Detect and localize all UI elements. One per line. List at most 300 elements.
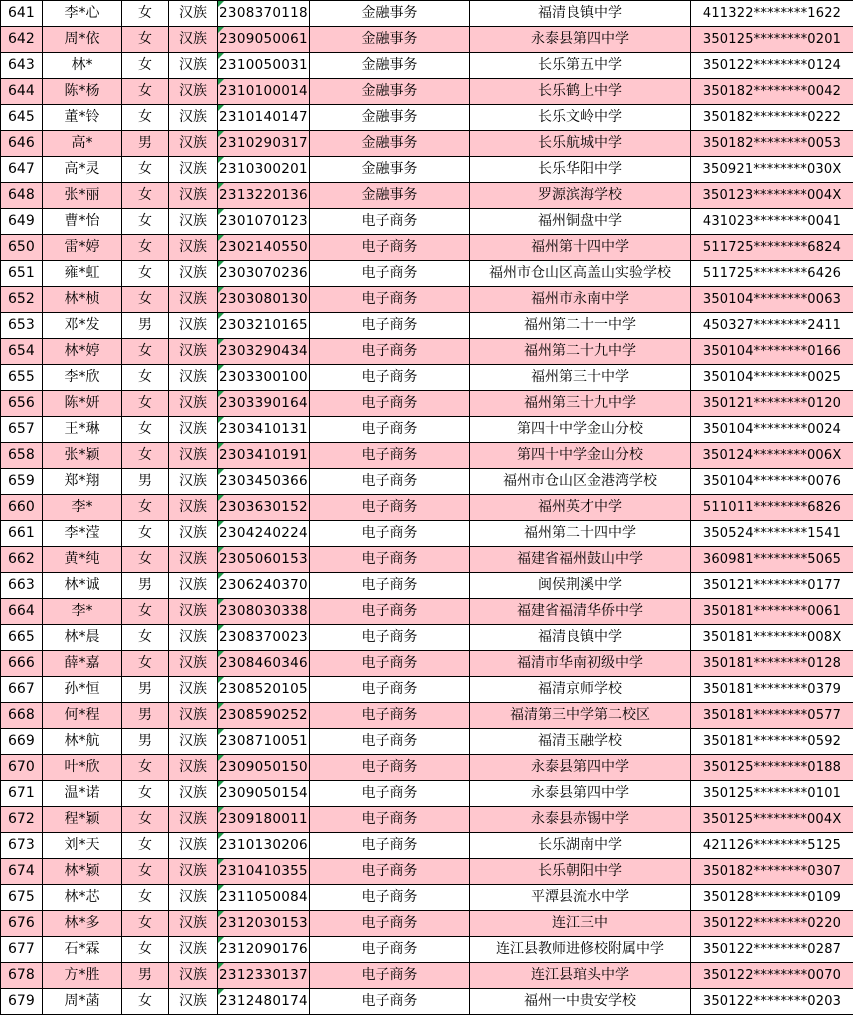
table-row (1, 547, 853, 573)
student-name: 何*程 (43, 703, 122, 729)
gender: 男 (122, 963, 169, 989)
major: 电子商务 (310, 807, 470, 833)
table-row (1, 183, 853, 209)
school-name: 福建省福清华侨中学 (470, 599, 691, 625)
school-name: 长乐华阳中学 (470, 157, 691, 183)
ethnicity: 汉族 (169, 833, 218, 859)
exam-id: 2308460346 (218, 651, 310, 677)
table-row (1, 781, 853, 807)
major: 电子商务 (310, 495, 470, 521)
student-name: 王*琳 (43, 417, 122, 443)
exam-id: 2308370023 (218, 625, 310, 651)
table-row (1, 287, 853, 313)
school-name: 福清良镇中学 (470, 1, 691, 27)
table-row (1, 703, 853, 729)
student-name: 林*多 (43, 911, 122, 937)
row-number: 676 (1, 911, 43, 937)
ethnicity: 汉族 (169, 417, 218, 443)
school-name: 福州第二十一中学 (470, 313, 691, 339)
table-row (1, 1, 853, 27)
gender: 女 (122, 859, 169, 885)
exam-id: 2303300100 (218, 365, 310, 391)
table-row (1, 443, 853, 469)
ethnicity: 汉族 (169, 885, 218, 911)
table-row (1, 729, 853, 755)
major: 电子商务 (310, 677, 470, 703)
exam-id: 2313220136 (218, 183, 310, 209)
gender: 女 (122, 365, 169, 391)
row-number: 656 (1, 391, 43, 417)
student-name: 李* (43, 599, 122, 625)
row-number: 643 (1, 53, 43, 79)
id-number: 350921********030X (691, 157, 853, 183)
table-row (1, 677, 853, 703)
table-row (1, 365, 853, 391)
ethnicity: 汉族 (169, 677, 218, 703)
ethnicity: 汉族 (169, 599, 218, 625)
id-number: 350104********0025 (691, 365, 853, 391)
id-number: 350125********0101 (691, 781, 853, 807)
gender: 女 (122, 989, 169, 1015)
major: 电子商务 (310, 625, 470, 651)
id-number: 350104********0076 (691, 469, 853, 495)
major: 电子商务 (310, 521, 470, 547)
ethnicity: 汉族 (169, 157, 218, 183)
row-number: 645 (1, 105, 43, 131)
gender: 男 (122, 573, 169, 599)
ethnicity: 汉族 (169, 365, 218, 391)
row-number: 647 (1, 157, 43, 183)
student-name: 温*诺 (43, 781, 122, 807)
id-number: 350182********0307 (691, 859, 853, 885)
major: 电子商务 (310, 469, 470, 495)
table-row (1, 261, 853, 287)
table-row (1, 469, 853, 495)
exam-id: 2309180011 (218, 807, 310, 833)
gender: 女 (122, 521, 169, 547)
id-number: 511725********6426 (691, 261, 853, 287)
major: 金融事务 (310, 1, 470, 27)
row-number: 668 (1, 703, 43, 729)
exam-id: 2303070236 (218, 261, 310, 287)
school-name: 第四十中学金山分校 (470, 443, 691, 469)
ethnicity: 汉族 (169, 807, 218, 833)
ethnicity: 汉族 (169, 261, 218, 287)
ethnicity: 汉族 (169, 235, 218, 261)
row-number: 662 (1, 547, 43, 573)
row-number: 666 (1, 651, 43, 677)
table-row (1, 651, 853, 677)
major: 电子商务 (310, 365, 470, 391)
exam-id: 2310130206 (218, 833, 310, 859)
gender: 女 (122, 235, 169, 261)
gender: 男 (122, 729, 169, 755)
gender: 女 (122, 391, 169, 417)
student-name: 周*菡 (43, 989, 122, 1015)
table-row (1, 885, 853, 911)
table-row (1, 911, 853, 937)
table-row (1, 339, 853, 365)
major: 电子商务 (310, 209, 470, 235)
row-number: 641 (1, 1, 43, 27)
exam-id: 2303210165 (218, 313, 310, 339)
table-row (1, 495, 853, 521)
student-name: 林*婷 (43, 339, 122, 365)
id-number: 350122********0124 (691, 53, 853, 79)
gender: 男 (122, 469, 169, 495)
gender: 女 (122, 807, 169, 833)
id-number: 411322********1622 (691, 1, 853, 27)
gender: 女 (122, 651, 169, 677)
school-name: 福州第十四中学 (470, 235, 691, 261)
school-name: 福州英才中学 (470, 495, 691, 521)
major: 电子商务 (310, 833, 470, 859)
school-name: 福州第二十四中学 (470, 521, 691, 547)
exam-id: 2309050061 (218, 27, 310, 53)
exam-id: 2308590252 (218, 703, 310, 729)
school-name: 福清市华南初级中学 (470, 651, 691, 677)
table-row (1, 53, 853, 79)
id-number: 350125********0188 (691, 755, 853, 781)
student-name: 李*心 (43, 1, 122, 27)
id-number: 350181********0592 (691, 729, 853, 755)
student-name: 高*灵 (43, 157, 122, 183)
gender: 女 (122, 755, 169, 781)
id-number: 350124********006X (691, 443, 853, 469)
id-number: 360981********5065 (691, 547, 853, 573)
school-name: 长乐第五中学 (470, 53, 691, 79)
exam-id: 2301070123 (218, 209, 310, 235)
major: 电子商务 (310, 261, 470, 287)
ethnicity: 汉族 (169, 651, 218, 677)
exam-id: 2310410355 (218, 859, 310, 885)
id-number: 350123********004X (691, 183, 853, 209)
exam-id: 2309050150 (218, 755, 310, 781)
id-number: 431023********0041 (691, 209, 853, 235)
id-number: 350181********0061 (691, 599, 853, 625)
major: 电子商务 (310, 963, 470, 989)
major: 电子商务 (310, 235, 470, 261)
table-row (1, 937, 853, 963)
gender: 女 (122, 287, 169, 313)
gender: 女 (122, 261, 169, 287)
major: 金融事务 (310, 27, 470, 53)
id-number: 350524********1541 (691, 521, 853, 547)
ethnicity: 汉族 (169, 53, 218, 79)
row-number: 651 (1, 261, 43, 287)
student-name: 陈*妍 (43, 391, 122, 417)
school-name: 连江县教师进修校附属中学 (470, 937, 691, 963)
major: 电子商务 (310, 547, 470, 573)
gender: 女 (122, 157, 169, 183)
ethnicity: 汉族 (169, 625, 218, 651)
school-name: 连江三中 (470, 911, 691, 937)
major: 金融事务 (310, 79, 470, 105)
row-number: 671 (1, 781, 43, 807)
ethnicity: 汉族 (169, 287, 218, 313)
row-number: 665 (1, 625, 43, 651)
major: 金融事务 (310, 157, 470, 183)
row-number: 648 (1, 183, 43, 209)
exam-id: 2310290317 (218, 131, 310, 157)
gender: 女 (122, 833, 169, 859)
table-row (1, 521, 853, 547)
gender: 女 (122, 495, 169, 521)
school-name: 福州市仓山区高盖山实验学校 (470, 261, 691, 287)
student-name: 林* (43, 53, 122, 79)
table-row (1, 573, 853, 599)
ethnicity: 汉族 (169, 1, 218, 27)
school-name: 福州第三十九中学 (470, 391, 691, 417)
row-number: 657 (1, 417, 43, 443)
row-number: 646 (1, 131, 43, 157)
table-row (1, 755, 853, 781)
exam-id: 2309050154 (218, 781, 310, 807)
major: 电子商务 (310, 859, 470, 885)
student-name: 程*颖 (43, 807, 122, 833)
student-name: 林*诚 (43, 573, 122, 599)
ethnicity: 汉族 (169, 469, 218, 495)
school-name: 平潭县流水中学 (470, 885, 691, 911)
id-number: 450327********2411 (691, 313, 853, 339)
school-name: 长乐文岭中学 (470, 105, 691, 131)
student-name: 刘*天 (43, 833, 122, 859)
exam-id: 2312480174 (218, 989, 310, 1015)
table-row (1, 105, 853, 131)
table-row (1, 417, 853, 443)
exam-id: 2310100014 (218, 79, 310, 105)
exam-id: 2310300201 (218, 157, 310, 183)
exam-id: 2312090176 (218, 937, 310, 963)
student-name: 孙*恒 (43, 677, 122, 703)
id-number: 350104********0063 (691, 287, 853, 313)
row-number: 675 (1, 885, 43, 911)
ethnicity: 汉族 (169, 105, 218, 131)
exam-id: 2305060153 (218, 547, 310, 573)
major: 电子商务 (310, 755, 470, 781)
ethnicity: 汉族 (169, 911, 218, 937)
exam-id: 2312030153 (218, 911, 310, 937)
gender: 女 (122, 1, 169, 27)
student-name: 林*颖 (43, 859, 122, 885)
major: 电子商务 (310, 313, 470, 339)
student-name: 林*航 (43, 729, 122, 755)
major: 电子商务 (310, 703, 470, 729)
ethnicity: 汉族 (169, 443, 218, 469)
student-name: 曹*怡 (43, 209, 122, 235)
gender: 女 (122, 27, 169, 53)
student-name: 雍*虹 (43, 261, 122, 287)
row-number: 672 (1, 807, 43, 833)
student-name: 雷*婷 (43, 235, 122, 261)
row-number: 654 (1, 339, 43, 365)
row-number: 652 (1, 287, 43, 313)
row-number: 663 (1, 573, 43, 599)
ethnicity: 汉族 (169, 937, 218, 963)
school-name: 闽侯荆溪中学 (470, 573, 691, 599)
school-name: 福清京师学校 (470, 677, 691, 703)
ethnicity: 汉族 (169, 859, 218, 885)
gender: 男 (122, 703, 169, 729)
gender: 男 (122, 677, 169, 703)
ethnicity: 汉族 (169, 339, 218, 365)
gender: 女 (122, 105, 169, 131)
student-name: 高* (43, 131, 122, 157)
major: 电子商务 (310, 885, 470, 911)
student-name: 李*滢 (43, 521, 122, 547)
row-number: 664 (1, 599, 43, 625)
id-number: 511011********6826 (691, 495, 853, 521)
id-number: 350181********0128 (691, 651, 853, 677)
school-name: 福清第三中学第二校区 (470, 703, 691, 729)
school-name: 永泰县第四中学 (470, 781, 691, 807)
table-row (1, 391, 853, 417)
school-name: 福州市永南中学 (470, 287, 691, 313)
major: 电子商务 (310, 573, 470, 599)
table-row (1, 807, 853, 833)
gender: 女 (122, 417, 169, 443)
row-number: 659 (1, 469, 43, 495)
major: 电子商务 (310, 937, 470, 963)
major: 电子商务 (310, 651, 470, 677)
ethnicity: 汉族 (169, 703, 218, 729)
school-name: 福州一中贵安学校 (470, 989, 691, 1015)
id-number: 350182********0042 (691, 79, 853, 105)
gender: 女 (122, 599, 169, 625)
gender: 女 (122, 885, 169, 911)
exam-id: 2303290434 (218, 339, 310, 365)
major: 电子商务 (310, 287, 470, 313)
school-name: 长乐鹤上中学 (470, 79, 691, 105)
ethnicity: 汉族 (169, 183, 218, 209)
major: 电子商务 (310, 729, 470, 755)
student-name: 张*丽 (43, 183, 122, 209)
school-name: 福建省福州鼓山中学 (470, 547, 691, 573)
gender: 女 (122, 183, 169, 209)
ethnicity: 汉族 (169, 781, 218, 807)
gender: 男 (122, 313, 169, 339)
table-row (1, 131, 853, 157)
major: 电子商务 (310, 339, 470, 365)
school-name: 永泰县第四中学 (470, 755, 691, 781)
id-number: 350181********0577 (691, 703, 853, 729)
row-number: 655 (1, 365, 43, 391)
student-name: 方*胜 (43, 963, 122, 989)
major: 金融事务 (310, 53, 470, 79)
school-name: 长乐朝阳中学 (470, 859, 691, 885)
exam-id: 2312330137 (218, 963, 310, 989)
ethnicity: 汉族 (169, 391, 218, 417)
row-number: 670 (1, 755, 43, 781)
exam-id: 2308710051 (218, 729, 310, 755)
student-name: 林*桢 (43, 287, 122, 313)
gender: 女 (122, 53, 169, 79)
exam-id: 2303450366 (218, 469, 310, 495)
id-number: 350125********0201 (691, 27, 853, 53)
school-name: 福州市仓山区金港湾学校 (470, 469, 691, 495)
exam-id: 2308370118 (218, 1, 310, 27)
major: 金融事务 (310, 183, 470, 209)
major: 电子商务 (310, 781, 470, 807)
gender: 女 (122, 79, 169, 105)
ethnicity: 汉族 (169, 989, 218, 1015)
row-number: 653 (1, 313, 43, 339)
student-name: 邓*发 (43, 313, 122, 339)
gender: 女 (122, 625, 169, 651)
student-name: 李* (43, 495, 122, 521)
row-number: 679 (1, 989, 43, 1015)
ethnicity: 汉族 (169, 209, 218, 235)
id-number: 350121********0177 (691, 573, 853, 599)
exam-id: 2306240370 (218, 573, 310, 599)
student-name: 陈*杨 (43, 79, 122, 105)
row-number: 677 (1, 937, 43, 963)
ethnicity: 汉族 (169, 547, 218, 573)
student-name: 林*晨 (43, 625, 122, 651)
row-number: 678 (1, 963, 43, 989)
row-number: 642 (1, 27, 43, 53)
school-name: 永泰县第四中学 (470, 27, 691, 53)
school-name: 福州铜盘中学 (470, 209, 691, 235)
major: 金融事务 (310, 105, 470, 131)
row-number: 644 (1, 79, 43, 105)
row-number: 649 (1, 209, 43, 235)
id-number: 350122********0220 (691, 911, 853, 937)
ethnicity: 汉族 (169, 495, 218, 521)
exam-id: 2310140147 (218, 105, 310, 131)
id-number: 350182********0222 (691, 105, 853, 131)
gender: 女 (122, 547, 169, 573)
student-name: 黄*纯 (43, 547, 122, 573)
school-name: 福州第三十中学 (470, 365, 691, 391)
ethnicity: 汉族 (169, 755, 218, 781)
id-number: 350128********0109 (691, 885, 853, 911)
row-number: 673 (1, 833, 43, 859)
id-number: 350104********0166 (691, 339, 853, 365)
school-name: 长乐湖南中学 (470, 833, 691, 859)
row-number: 650 (1, 235, 43, 261)
gender: 女 (122, 911, 169, 937)
row-number: 667 (1, 677, 43, 703)
gender: 女 (122, 937, 169, 963)
major: 电子商务 (310, 417, 470, 443)
major: 电子商务 (310, 391, 470, 417)
table-row (1, 833, 853, 859)
exam-id: 2308520105 (218, 677, 310, 703)
exam-id: 2303080130 (218, 287, 310, 313)
school-name: 第四十中学金山分校 (470, 417, 691, 443)
table-row (1, 859, 853, 885)
student-name: 董*铃 (43, 105, 122, 131)
school-name: 福州第二十九中学 (470, 339, 691, 365)
table-row (1, 989, 853, 1015)
exam-id: 2303390164 (218, 391, 310, 417)
exam-id: 2308030338 (218, 599, 310, 625)
id-number: 350121********0120 (691, 391, 853, 417)
id-number: 350122********0287 (691, 937, 853, 963)
table-row (1, 235, 853, 261)
school-name: 福清玉融学校 (470, 729, 691, 755)
exam-id: 2311050084 (218, 885, 310, 911)
table-row (1, 157, 853, 183)
id-number: 421126********5125 (691, 833, 853, 859)
major: 金融事务 (310, 131, 470, 157)
student-name: 叶*欣 (43, 755, 122, 781)
gender: 女 (122, 781, 169, 807)
row-number: 661 (1, 521, 43, 547)
row-number: 658 (1, 443, 43, 469)
ethnicity: 汉族 (169, 27, 218, 53)
